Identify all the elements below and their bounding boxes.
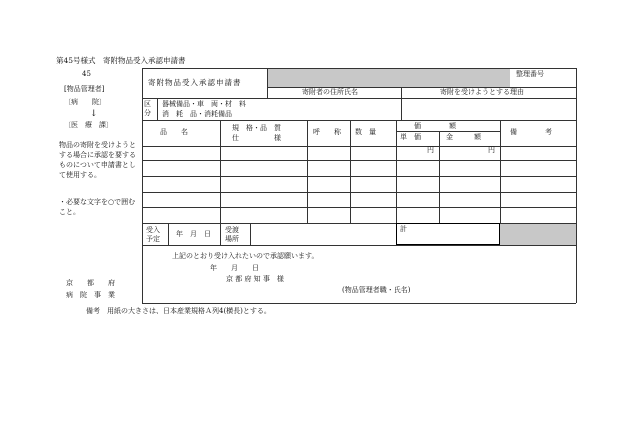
table-row[interactable] xyxy=(143,161,576,176)
col-unit-price: 単 価 xyxy=(400,133,421,141)
total-remarks-shaded xyxy=(500,223,576,245)
col-call: 呼 称 xyxy=(313,128,341,136)
category-line-2: 消 耗 品・消耗備品 xyxy=(162,110,232,118)
col-item-name: 品 名 xyxy=(160,128,188,136)
hospital-business-label: 病 院 事 業 xyxy=(66,291,115,299)
governor-addressee: 京 都 府 知 事 様 xyxy=(226,275,284,283)
manager-label: [物品管理者] xyxy=(64,85,105,93)
form-number: 45 xyxy=(82,70,91,78)
col-spec: 規 格・品 質 仕 様 xyxy=(232,124,281,142)
kyoto-prefecture-label: 京 都 府 xyxy=(66,279,115,287)
table-row[interactable] xyxy=(143,208,576,223)
form-title: 第45号様式 寄附物品受入承認申請書 xyxy=(56,56,186,65)
usage-note: ・必要な文字を○で囲むこと。 xyxy=(59,198,136,216)
col-amount: 金 額 xyxy=(446,133,481,141)
footer-note: 備考 用紙の大きさは、日本産業規格Ａ列4(横長)とする。 xyxy=(86,307,271,315)
acceptance-schedule-label: 受入 予定 xyxy=(146,226,160,243)
hospital-label: 〔病 院〕 xyxy=(64,98,106,106)
total-box[interactable] xyxy=(396,223,500,245)
medical-dept-label: 〔医 療 課〕 xyxy=(64,121,113,129)
usage-description: 物品の寄附を受けようとする場合に承認を要するものについて申請書として使用する。 xyxy=(59,141,136,179)
col-remarks: 備 考 xyxy=(510,128,552,136)
col-quantity: 数 量 xyxy=(355,128,376,136)
acceptance-date-field[interactable]: 年 月 日 xyxy=(176,230,211,238)
col-price: 価 額 xyxy=(414,122,456,130)
serial-number-field[interactable] xyxy=(267,68,510,87)
yen-unit-1: 円 xyxy=(427,146,434,154)
total-label: 計 xyxy=(400,225,407,233)
table-header-title: 寄附物品受入承認申請書 xyxy=(148,78,242,87)
category-label: 区分 xyxy=(144,100,151,117)
table-row[interactable] xyxy=(143,177,576,192)
donation-reason-label: 寄附を受けようとする理由 xyxy=(440,88,524,96)
delivery-place-label: 受渡 場所 xyxy=(225,226,239,243)
approval-date: 年 月 日 xyxy=(210,264,259,272)
donor-address-label: 寄附者の住所氏名 xyxy=(302,88,358,96)
yen-unit-2: 円 xyxy=(488,146,495,154)
category-line-1: 器械備品・車 両・材 料 xyxy=(162,100,246,108)
table-row[interactable] xyxy=(143,147,576,160)
approval-request-text: 上記のとおり受け入れたいので承認願います。 xyxy=(172,252,319,260)
serial-number-label: 整理番号 xyxy=(516,70,544,78)
signature-label: (物品管理者職・氏名) xyxy=(342,286,411,294)
down-arrow-icon: ↓ xyxy=(90,109,98,119)
table-row[interactable] xyxy=(143,193,576,207)
